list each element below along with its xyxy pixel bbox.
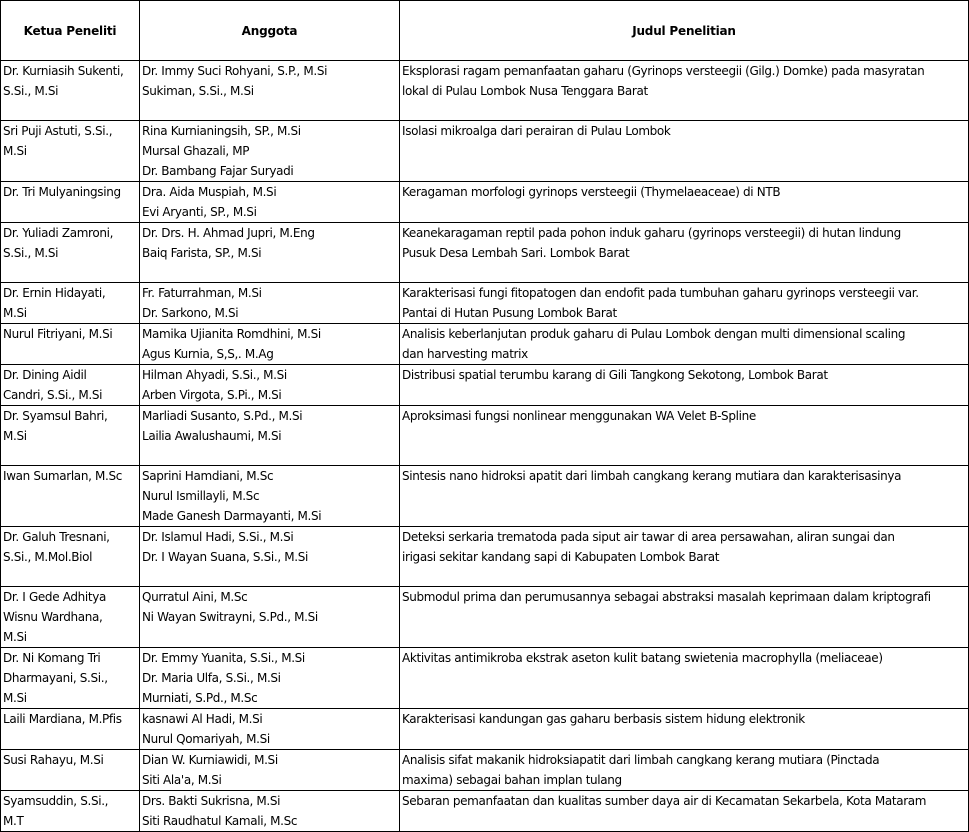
table-row [1,791,969,832]
ketua-cell-line: Dr. Tri Mulyaningsing [3,185,121,199]
anggota-cell [140,283,400,324]
ketua-cell [1,709,140,750]
judul-cell [400,324,969,365]
header-anggota: Anggota [140,1,400,61]
judul-cell [400,182,969,223]
ketua-cell-line: Dharmayani, S.Si., [3,671,108,685]
judul-cell [400,587,969,648]
anggota-cell [140,365,400,406]
judul-cell [400,648,969,709]
anggota-cell-line: Agus Kurnia, S,S,. M.Ag [142,347,274,361]
judul-cell-line: Isolasi mikroalga dari perairan di Pulau Lombok [402,124,671,138]
table-row [1,750,969,791]
ketua-cell [1,182,140,223]
ketua-cell-line: S.Si., M.Si [3,246,59,260]
judul-cell-line: irigasi sekitar kandang sapi di Kabupaten Lombok Barat [402,550,720,564]
judul-cell [400,791,969,832]
ketua-cell-line: Sri Puji Astuti, S.Si., [3,124,113,138]
header-judul-penelitian: Judul Penelitian [400,1,969,61]
judul-cell-line: Distribusi spatial terumbu karang di Gili Tangkong Sekotong, Lombok Barat [402,368,828,382]
anggota-cell-line: Dr. Sarkono, M.Si [142,306,239,320]
ketua-cell-line: Dr. Ernin Hidayati, [3,286,106,300]
ketua-cell [1,648,140,709]
judul-cell-line: Deteksi serkaria trematoda pada siput air tawar di area persawahan, aliran sungai dan [402,530,895,544]
ketua-cell-line: S.Si., M.Mol.Biol [3,550,93,564]
judul-cell-line: Analisis keberlanjutan produk gaharu di Pulau Lombok dengan multi dimensional scaling [402,327,906,341]
ketua-cell-line: Dr. I Gede Adhitya [3,590,106,604]
anggota-cell [140,587,400,648]
anggota-cell-line: Dr. Emmy Yuanita, S.Si., M.Si [142,651,305,665]
ketua-cell-line: Wisnu Wardhana, [3,610,103,624]
ketua-cell [1,406,140,466]
anggota-cell-line: Dr. Islamul Hadi, S.Si., M.Si [142,530,294,544]
anggota-cell [140,406,400,466]
ketua-cell-line: Nurul Fitriyani, M.Si [3,327,113,341]
header-ketua-peneliti: Ketua Peneliti [1,1,140,61]
table-row [1,182,969,223]
ketua-cell-line: Dr. Kurniasih Sukenti, [3,64,124,78]
ketua-cell [1,587,140,648]
judul-cell-line: Aproksimasi fungsi nonlinear menggunakan WA Velet B-Spline [402,409,756,423]
table-row [1,466,969,527]
ketua-cell-line: M.Si [3,306,27,320]
ketua-cell-line: M.Si [3,630,27,644]
ketua-cell [1,365,140,406]
anggota-cell [140,791,400,832]
ketua-cell [1,121,140,182]
table-row [1,324,969,365]
judul-cell-line: lokal di Pulau Lombok Nusa Tenggara Barat [402,84,648,98]
ketua-cell-line: M.Si [3,429,27,443]
header-row [1,1,969,61]
table-row [1,283,969,324]
ketua-cell [1,283,140,324]
judul-cell-line: Sebaran pemanfaatan dan kualitas sumber daya air di Kecamatan Sekarbela, Kota Mataram [402,794,927,808]
table-row [1,406,969,466]
judul-cell-line: Aktivitas antimikroba ekstrak aseton kulit batang swietenia macrophylla (meliaceae) [402,651,883,665]
anggota-cell-line: Fr. Faturrahman, M.Si [142,286,262,300]
anggota-cell [140,466,400,527]
judul-cell-line: maxima) sebagai bahan implan tulang [402,773,622,787]
anggota-cell-line: Lailia Awalushaumi, M.Si [142,429,282,443]
ketua-cell-line: Iwan Sumarlan, M.Sc [3,469,122,483]
ketua-cell [1,466,140,527]
ketua-cell-line: S.Si., M.Si [3,84,59,98]
anggota-cell [140,750,400,791]
table-row [1,121,969,182]
judul-cell [400,709,969,750]
table-row [1,648,969,709]
anggota-cell-line: Hilman Ahyadi, S.Si., M.Si [142,368,287,382]
anggota-cell-line: Siti Raudhatul Kamali, M.Sc [142,814,298,828]
anggota-cell-line: Ni Wayan Switrayni, S.Pd., M.Si [142,610,318,624]
ketua-cell-line: Dr. Dining Aidil [3,368,87,382]
judul-cell-line: Analisis sifat makanik hidroksiapatit dari limbah cangkang kerang mutiara (Pinctada [402,753,880,767]
table-body [1,61,969,832]
judul-cell-line: Karakterisasi fungi fitopatogen dan endofit pada tumbuhan gaharu gyrinops versteegii var. [402,286,919,300]
anggota-cell-line: Dian W. Kurniawidi, M.Si [142,753,278,767]
table-row [1,365,969,406]
anggota-cell [140,324,400,365]
anggota-cell-line: Sukiman, S.Si., M.Si [142,84,254,98]
anggota-cell-line: Qurratul Aini, M.Sc [142,590,248,604]
judul-cell [400,406,969,466]
judul-cell [400,223,969,283]
judul-cell [400,365,969,406]
judul-cell-line: Keanekaragaman reptil pada pohon induk gaharu (gyrinops versteegii) di hutan lindung [402,226,901,240]
judul-cell [400,466,969,527]
judul-cell-line: Sintesis nano hidroksi apatit dari limbah cangkang kerang mutiara dan karakterisasinya [402,469,902,483]
ketua-cell-line: M.Si [3,144,27,158]
ketua-cell [1,223,140,283]
judul-cell [400,61,969,121]
judul-cell-line: Eksplorasi ragam pemanfaatan gaharu (Gyrinops versteegii (Gilg.) Domke) pada masyratan [402,64,925,78]
anggota-cell-line: Siti Ala'a, M.Si [142,773,222,787]
anggota-cell-line: kasnawi Al Hadi, M.Si [142,712,263,726]
ketua-cell-line: Dr. Syamsul Bahri, [3,409,108,423]
judul-cell [400,527,969,587]
ketua-cell [1,527,140,587]
table-row [1,223,969,283]
table-row [1,61,969,121]
ketua-cell-line: Susi Rahayu, M.Si [3,753,104,767]
anggota-cell [140,182,400,223]
ketua-cell-line: Dr. Yuliadi Zamroni, [3,226,114,240]
anggota-cell [140,121,400,182]
anggota-cell-line: Dra. Aida Muspiah, M.Si [142,185,277,199]
anggota-cell [140,223,400,283]
judul-cell-line: Submodul prima dan perumusannya sebagai abstraksi masalah keprimaan dalam kriptografi [402,590,931,604]
anggota-cell-line: Baiq Farista, SP., M.Si [142,246,262,260]
judul-cell [400,121,969,182]
anggota-cell-line: Mursal Ghazali, MP [142,144,250,158]
anggota-cell-line: Arben Virgota, S.Pi., M.Si [142,388,282,402]
anggota-cell-line: Marliadi Susanto, S.Pd., M.Si [142,409,303,423]
table-row [1,587,969,648]
ketua-cell-line: M.T [3,814,24,828]
judul-cell [400,283,969,324]
anggota-cell-line: Nurul Qomariyah, M.Si [142,732,270,746]
ketua-cell-line: Laili Mardiana, M.Pfis [3,712,122,726]
ketua-cell [1,791,140,832]
anggota-cell-line: Evi Aryanti, SP., M.Si [142,205,257,219]
anggota-cell [140,709,400,750]
anggota-cell-line: Dr. Maria Ulfa, S.Si., M.Si [142,671,281,685]
judul-cell-line: Karakterisasi kandungan gas gaharu berbasis sistem hidung elektronik [402,712,805,726]
ketua-cell-line: Dr. Ni Komang Tri [3,651,101,665]
table-row [1,709,969,750]
anggota-cell-line: Dr. Drs. H. Ahmad Jupri, M.Eng [142,226,315,240]
anggota-cell-line: Nurul Ismillayli, M.Sc [142,489,260,503]
judul-cell-line: Pantai di Hutan Pusung Lombok Barat [402,306,617,320]
anggota-cell-line: Dr. Bambang Fajar Suryadi [142,164,294,178]
anggota-cell [140,61,400,121]
judul-cell-line: dan harvesting matrix [402,347,528,361]
judul-cell-line: Pusuk Desa Lembah Sari. Lombok Barat [402,246,630,260]
anggota-cell-line: Saprini Hamdiani, M.Sc [142,469,274,483]
ketua-cell [1,61,140,121]
anggota-cell [140,648,400,709]
ketua-cell-line: Dr. Galuh Tresnani, [3,530,110,544]
ketua-cell [1,750,140,791]
table-row [1,527,969,587]
judul-cell [400,750,969,791]
ketua-cell-line: M.Si [3,691,27,705]
ketua-cell-line: Candri, S.Si., M.Si [3,388,103,402]
anggota-cell [140,527,400,587]
anggota-cell-line: Murniati, S.Pd., M.Sc [142,691,258,705]
ketua-cell-line: Syamsuddin, S.Si., [3,794,109,808]
anggota-cell-line: Drs. Bakti Sukrisna, M.Si [142,794,281,808]
anggota-cell-line: Dr. I Wayan Suana, S.Si., M.Si [142,550,308,564]
judul-cell-line: Keragaman morfologi gyrinops versteegii (Thymelaeaceae) di NTB [402,185,781,199]
anggota-cell-line: Dr. Immy Suci Rohyani, S.P., M.Si [142,64,328,78]
anggota-cell-line: Mamika Ujianita Romdhini, M.Si [142,327,321,341]
anggota-cell-line: Rina Kurnianingsih, SP., M.Si [142,124,301,138]
ketua-cell [1,324,140,365]
anggota-cell-line: Made Ganesh Darmayanti, M.Si [142,509,322,523]
